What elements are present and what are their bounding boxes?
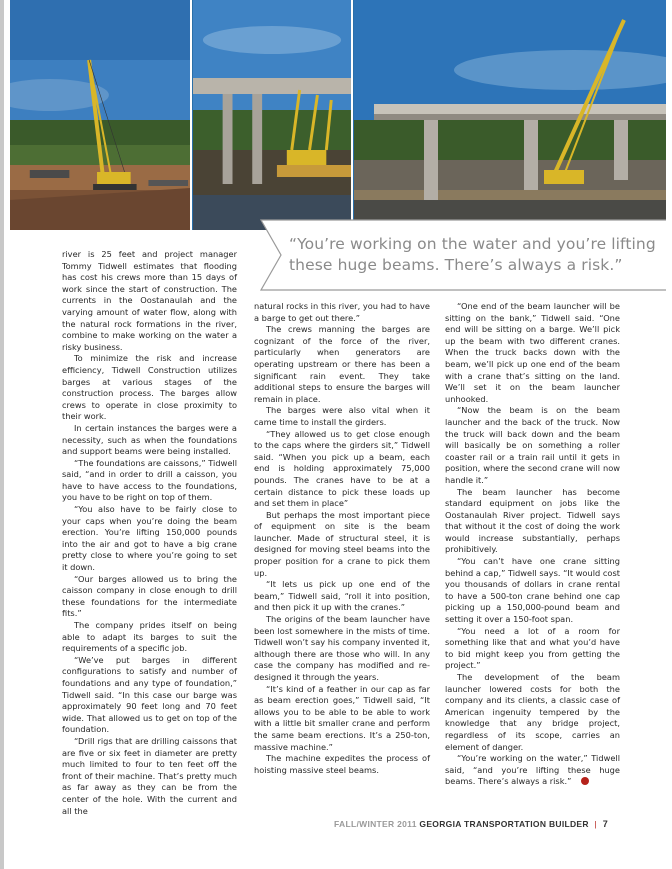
paragraph: “Now the beam is on the beam launcher and the back of the truck. Now the truck will back down and the beam will basically be on something a roller coaster rail or a train rail until it gets in position, where the second crane will now handle it.” (445, 405, 620, 485)
paragraph: The origins of the beam launcher have been lost somewhere in the mists of time. Tidwell won’t say his company invented it, although there are those who will. In any case the company has modified and re-designed it through the years. (254, 614, 430, 682)
article-column-3 (445, 301, 620, 788)
paragraph: The development of the beam launcher lowered costs for both the company and its clients, a classic case of American ingenuity tempered by the knowledge that any bridge project, regardless of its scope, carries an element of danger. (445, 672, 620, 752)
paragraph (445, 753, 620, 788)
pull-quote (255, 218, 666, 292)
page-edge (0, 0, 4, 869)
footer-magazine-title: GEORGIA TRANSPORTATION BUILDER (419, 819, 589, 829)
paragraph: “You can’t have one crane sitting behind a cap,” Tidwell says. “It would cost you thousands of dollars in crane rental to have a 500-ton crane behind one cap picking up a 150,000-pound beam and setting it over a 150-foot span. (445, 556, 620, 625)
paragraph: “It’s kind of a feather in our cap as far as beam erection goes,” Tidwell said, “It allows you to be able to be able to work with a little bit smaller crane and perform the same beam erections. It’s a 250-ton, massive machine.” (254, 683, 430, 752)
pier-photo-illustration (193, 0, 351, 230)
photo-crane-on-riverbank (10, 0, 192, 230)
paragraph: “They allowed us to get close enough to the caps where the girders sit,” Tidwell said. “When you pick up a beam, each end is holding approximately 75,000 pounds. The cranes have to be at a certain distance to pick these loads up and set them in place” (254, 428, 430, 509)
end-of-article-dot-icon (581, 777, 589, 785)
paragraph: The company prides itself on being able to adapt its barges to suit the requirements of a specific job. (62, 620, 237, 654)
paragraph: To minimize the risk and increase efficiency, Tidwell Construction utilizes barges at various stages of the construction process. The barges allow crews to operate in close proximity to their work. (62, 353, 237, 422)
paragraph: But perhaps the most important piece of equipment on site is the beam launcher. Made of structural steel, it is designed for moving steel beams into the proper position for a crane to pick them up. (254, 509, 430, 578)
paragraph: “Our barges allowed us to bring the caisson company in close enough to drill these foundations for the intermediate fits.” (62, 573, 237, 619)
paragraph: The crews manning the barges are cognizant of the force of the river, particularly when generators are operating upstream or there has been a significant rain event. They take additional steps to ensure the barges will remain in place. (254, 324, 430, 404)
article-column-2 (254, 301, 430, 776)
closing-paragraph-text: “You’re working on the water,” Tidwell said, “and you’re lifting these huge beams. There’s always a risk.” (445, 753, 620, 787)
paragraph: “One end of the beam launcher will be sitting on the bank,” Tidwell said. “One end will be sitting on a barge. We’ll pick up the beam with two different cranes. When the truck backs down with the beam, we’ll pick up one end of the beam with a crane that’s sitting on the land. We’ll set it on the beam launcher unhooked. (445, 301, 620, 404)
photo-strip (10, 0, 666, 230)
paragraph: The beam launcher has become standard equipment on jobs like the Oostanaulah River project. Tidwell says that without it the cost of doing the work would increase substantially, perhaps prohibitively. (445, 486, 620, 555)
paragraph: “We’ve put barges in different configurations to satisfy and number of foundations and any type of foundation,” Tidwell said. “In this case our barge was approximately 90 feet long and 70 feet wide. That allowed us to get on top of the foundation. (62, 654, 237, 735)
paragraph: “You need a lot of a room for something like that and what you’d have to bid might keep you from getting the project.” (445, 625, 620, 671)
pull-quote-text: “You’re working on the water and you’re lifting these huge beams. There’s always a risk.” (289, 235, 656, 274)
footer-separator: | (594, 819, 598, 829)
paragraph: natural rocks in this river, you had to have a barge to get out there.” (254, 301, 430, 323)
paragraph: The barges were also vital when it came time to install the girders. (254, 405, 430, 427)
photo-bridge-over-river-with-crane (354, 0, 666, 230)
page-footer (334, 819, 608, 829)
paragraph: The machine expedites the process of hoisting massive steel beams. (254, 753, 430, 775)
footer-issue: FALL/WINTER 2011 (334, 819, 417, 829)
paragraph: In certain instances the barges were a necessity, such as when the foundations and support beams were being installed. (62, 422, 237, 457)
crane-photo-illustration (10, 0, 190, 230)
paragraph: “Drill rigs that are drilling caissons that are five or six feet in diameter are pretty much limited to four to ten feet off the front of their machine. That’s pretty much as far away as they can be from the center of the hole. With the current and all the (62, 735, 237, 816)
bridge-photo-illustration (354, 0, 666, 230)
photo-bridge-pier-construction (193, 0, 353, 230)
paragraph: “It lets us pick up one end of the beam,” Tidwell said, “roll it into position, and then pick it up with the cranes.” (254, 579, 430, 613)
paragraph: “The foundations are caissons,” Tidwell said, “and in order to drill a caisson, you have to have access to the foundations, you have to be right on top of them. (62, 457, 237, 503)
article-column-1 (62, 249, 237, 817)
paragraph: river is 25 feet and project manager Tommy Tidwell estimates that flooding has cost his crews more than 15 days of work since the start of construction. The currents in the Oostanaulah and the varying amount of water flow, along with the natural rock formations in the river, combine to make working on the water a risky business. (62, 249, 237, 352)
paragraph: “You also have to be fairly close to your caps when you’re doing the beam erection. You’re lifting 150,000 pounds into the air and got to have a big crane pretty close to where you’re going to set it down. (62, 504, 237, 573)
page-number: 7 (602, 819, 608, 829)
